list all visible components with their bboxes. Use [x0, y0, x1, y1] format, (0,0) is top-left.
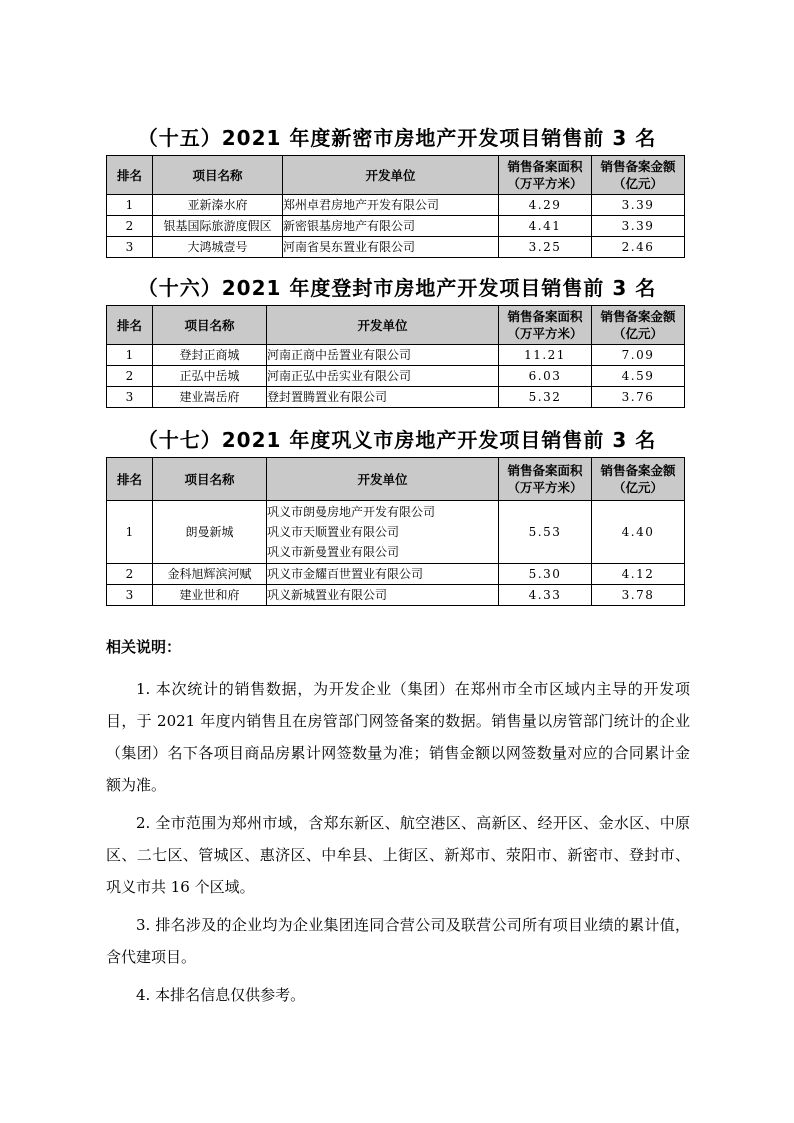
- area-cell: 3.25: [499, 237, 592, 258]
- rank-cell: 1: [107, 195, 153, 216]
- table-row: [107, 366, 685, 387]
- header-rank: 排名: [107, 156, 153, 195]
- project-cell: 金科旭辉滨河赋: [153, 564, 267, 585]
- developer-line: 巩义市天顺置业有限公司: [267, 525, 400, 539]
- header-area: 销售备案面积 （万平方米）: [499, 306, 592, 345]
- amount-cell: 4.12: [592, 564, 685, 585]
- ranking-table: [106, 457, 685, 606]
- developer-cell: 新密银基房地产有限公司: [283, 216, 499, 237]
- rank-cell: 1: [107, 501, 153, 564]
- amount-cell: 3.39: [592, 195, 685, 216]
- ranking-table: [106, 155, 685, 258]
- amount-cell: 3.39: [592, 216, 685, 237]
- project-cell: 正弘中岳城: [153, 366, 267, 387]
- note-paragraph: 4. 本排名信息仅供参考。: [136, 986, 306, 1004]
- amount-cell: 2.46: [592, 237, 685, 258]
- notes-heading: 相关说明：: [106, 638, 182, 656]
- amount-cell: 4.59: [592, 366, 685, 387]
- table-row: [107, 564, 685, 585]
- developer-cell: 河南省昊东置业有限公司: [283, 237, 499, 258]
- section-title: （十五）2021 年度新密市房地产开发项目销售前 3 名: [137, 126, 657, 150]
- note-paragraph: 3. 排名涉及的企业均为企业集团连同合营公司及联营公司所有项目业绩的累计值，含代建项目。: [106, 916, 690, 966]
- developer-cell: [267, 501, 499, 564]
- header-developer: 开发单位: [267, 458, 499, 501]
- project-cell: 银基国际旅游度假区: [153, 216, 283, 237]
- rank-cell: 2: [107, 216, 153, 237]
- header-amount: 销售备案金额 （亿元）: [592, 156, 685, 195]
- project-cell: 建业嵩岳府: [153, 387, 267, 408]
- rank-cell: 3: [107, 585, 153, 606]
- project-cell: 建业世和府: [153, 585, 267, 606]
- table-header-row: [107, 306, 685, 345]
- developer-cell: 河南正弘中岳实业有限公司: [267, 366, 499, 387]
- area-cell: 4.41: [499, 216, 592, 237]
- amount-cell: 3.78: [592, 585, 685, 606]
- header-project: 项目名称: [153, 306, 267, 345]
- project-cell: 大鸿城壹号: [153, 237, 283, 258]
- rank-cell: 2: [107, 366, 153, 387]
- amount-cell: 4.40: [592, 501, 685, 564]
- area-cell: 11.21: [499, 345, 592, 366]
- developer-cell: 登封置腾置业有限公司: [267, 387, 499, 408]
- table-header-row: [107, 156, 685, 195]
- developer-cell: 河南正商中岳置业有限公司: [267, 345, 499, 366]
- area-cell: 6.03: [499, 366, 592, 387]
- area-cell: 5.30: [499, 564, 592, 585]
- rank-cell: 1: [107, 345, 153, 366]
- area-cell: 4.29: [499, 195, 592, 216]
- amount-cell: 7.09: [592, 345, 685, 366]
- header-developer: 开发单位: [283, 156, 499, 195]
- area-cell: 4.33: [499, 585, 592, 606]
- developer-line: 巩义市朗曼房地产开发有限公司: [267, 505, 436, 519]
- developer-cell: 巩义市金耀百世置业有限公司: [267, 564, 499, 585]
- table-row: [107, 501, 685, 564]
- ranking-table: [106, 305, 685, 408]
- project-cell: 朗曼新城: [153, 501, 267, 564]
- table-row: [107, 585, 685, 606]
- header-area: 销售备案面积 （万平方米）: [499, 156, 592, 195]
- header-amount: 销售备案金额 （亿元）: [592, 306, 685, 345]
- developer-line: 巩义市新曼置业有限公司: [267, 545, 400, 559]
- rank-cell: 3: [107, 387, 153, 408]
- section-title: （十七）2021 年度巩义市房地产开发项目销售前 3 名: [137, 428, 657, 452]
- header-amount: 销售备案金额 （亿元）: [592, 458, 685, 501]
- note-paragraph: 2. 全市范围为郑州市域，含郑东新区、航空港区、高新区、经开区、金水区、中原区、二七区、管城区、惠济区、中牟县、上街区、新郑市、荥阳市、新密市、登封市、巩义市共 16 个区域。: [106, 814, 690, 896]
- header-area: 销售备案面积 （万平方米）: [499, 458, 592, 501]
- notes-section: [106, 636, 690, 1017]
- table-row: [107, 345, 685, 366]
- header-project: 项目名称: [153, 156, 283, 195]
- project-cell: 亚新溱水府: [153, 195, 283, 216]
- project-cell: 登封正商城: [153, 345, 267, 366]
- header-project: 项目名称: [153, 458, 267, 501]
- table-row: [107, 216, 685, 237]
- header-rank: 排名: [107, 458, 153, 501]
- developer-cell: 巩义新城置业有限公司: [267, 585, 499, 606]
- table-header-row: [107, 458, 685, 501]
- header-developer: 开发单位: [267, 306, 499, 345]
- amount-cell: 3.76: [592, 387, 685, 408]
- table-row: [107, 387, 685, 408]
- area-cell: 5.32: [499, 387, 592, 408]
- note-paragraph: 1. 本次统计的销售数据，为开发企业（集团）在郑州市全市区域内主导的开发项目，于 2021 年度内销售且在房管部门网签备案的数据。销售量以房管部门统计的企业（集团）名下各项目商品房累计网签数量为准；销售金额以网签数量对应的合同累计金额为准。: [106, 680, 690, 794]
- rank-cell: 3: [107, 237, 153, 258]
- area-cell: 5.53: [499, 501, 592, 564]
- table-row: [107, 195, 685, 216]
- developer-cell: 郑州卓君房地产开发有限公司: [283, 195, 499, 216]
- header-rank: 排名: [107, 306, 153, 345]
- rank-cell: 2: [107, 564, 153, 585]
- table-row: [107, 237, 685, 258]
- section-title: （十六）2021 年度登封市房地产开发项目销售前 3 名: [137, 276, 657, 300]
